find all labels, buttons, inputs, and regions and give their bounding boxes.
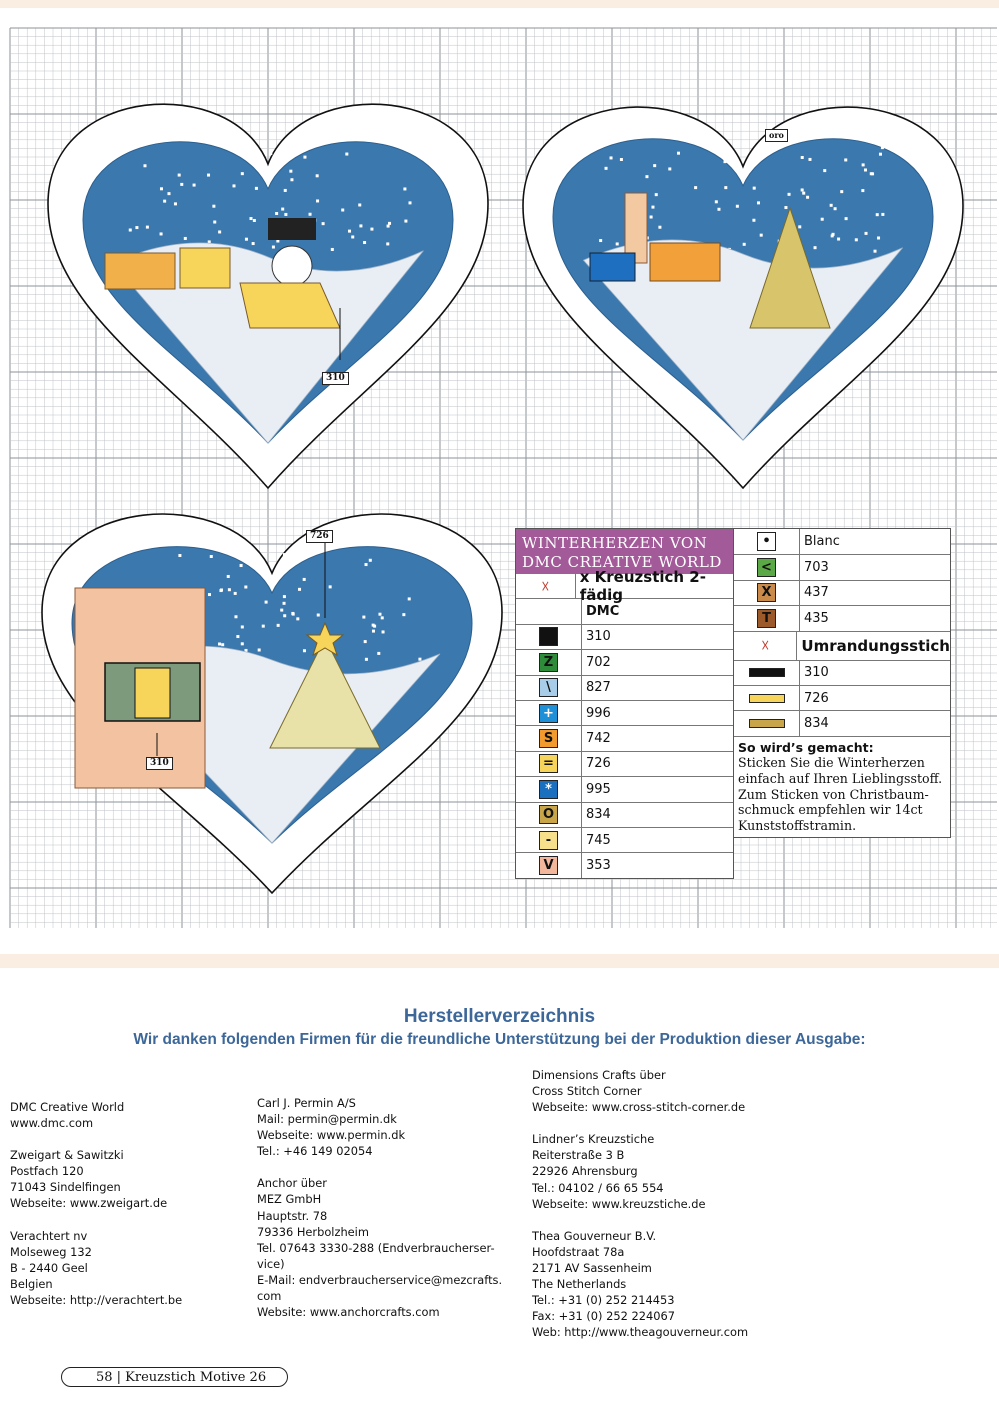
entry-line: 79336 Herbolzheim: [257, 1224, 369, 1239]
dmc-code: 745: [586, 832, 611, 848]
entry-line: Tel.: +46 149 02054: [257, 1144, 373, 1159]
legend-right-table: [733, 528, 951, 838]
company-entry: [257, 1095, 517, 1159]
top-band: [0, 0, 999, 8]
entry-line: com: [257, 1289, 282, 1304]
legend-title: [516, 529, 733, 573]
outline-line-icon: [749, 668, 785, 677]
color-swatch-icon: -: [539, 831, 558, 850]
entry-line: Tel.: +31 (0) 252 214453: [532, 1293, 675, 1308]
dmc-code: 995: [586, 781, 611, 797]
entry-line: DMC Creative World: [10, 1100, 125, 1114]
directory-title: Herstellerverzeichnis: [403, 1006, 596, 1027]
dmc-code: Blanc: [804, 534, 840, 550]
divider-band: [0, 954, 999, 968]
legend-right-row: [734, 554, 950, 579]
callout-310-snowman: 310: [322, 372, 349, 385]
legend-left-row: [516, 675, 733, 700]
directory-column-1: [10, 1099, 240, 1324]
swatch-cell: [516, 625, 582, 649]
page-footer: 58 | Kreuzstich Motive 26: [61, 1367, 288, 1387]
dmc-code: 996: [586, 705, 611, 721]
dmc-code: 437: [804, 585, 829, 601]
legend-right-row: [734, 605, 950, 630]
entry-line: Verachtert nv: [10, 1228, 88, 1243]
entry-line: Zweigart & Sawitzki: [10, 1148, 124, 1163]
outline-row: [734, 685, 950, 710]
outline-label: Umrandungsstich: [801, 636, 950, 655]
callout-310-window: 310: [146, 757, 173, 770]
company-entry: [257, 1175, 517, 1320]
dmc-label: DMC: [586, 604, 620, 620]
color-swatch-icon: S: [539, 729, 558, 748]
howto-line: Sticken Sie die Winterherzen: [738, 755, 925, 771]
entry-line: Carl J. Permin A/S: [257, 1096, 356, 1110]
dmc-code: 726: [586, 756, 611, 772]
legend-left-row: [516, 852, 733, 877]
legend-left-row: [516, 624, 733, 649]
company-entry: [10, 1147, 240, 1211]
howto-line: Zum Sticken von Christbaum-: [738, 786, 929, 802]
howto-text: [738, 755, 946, 833]
entry-line: Hauptstr. 78: [257, 1208, 328, 1223]
color-swatch-icon: T: [757, 609, 776, 628]
swatch-cell: [516, 853, 582, 877]
swatch-cell: [734, 529, 800, 554]
entry-line: Molseweg 132: [10, 1244, 92, 1259]
outline-row: [734, 660, 950, 685]
legend-right-row: [734, 580, 950, 605]
legend-left-row: [516, 802, 733, 827]
company-entry: [532, 1228, 812, 1341]
howto-title: So wird’s gemacht:: [738, 739, 874, 755]
legend-right-row: [734, 529, 950, 554]
dmc-code: 834: [804, 716, 829, 732]
dmc-code: 827: [586, 680, 611, 696]
directory-column-3: [532, 1067, 812, 1356]
company-entry: [10, 1099, 240, 1131]
entry-line: Cross Stitch Corner: [532, 1084, 642, 1099]
legend-left-row: [516, 649, 733, 674]
kreuzstich-label: x Kreuzstich 2-fädig: [579, 568, 706, 605]
color-swatch-icon: =: [539, 754, 558, 773]
howto-line: Kunststoffstramin.: [738, 817, 857, 833]
legend-left-table: [515, 528, 734, 879]
dmc-code: 353: [586, 857, 611, 873]
color-swatch-icon: V: [539, 856, 558, 875]
entry-line: Dimensions Crafts über: [532, 1068, 666, 1082]
dmc-code: 726: [804, 690, 829, 706]
color-swatch-icon: <: [757, 558, 776, 577]
swatch-cell: [734, 606, 800, 630]
swatch-cell: [516, 650, 582, 674]
entry-line: 2171 AV Sassenheim: [532, 1260, 652, 1275]
outline-line-icon: [749, 719, 785, 728]
outline-rows: [734, 660, 950, 736]
left-rows: [516, 624, 733, 878]
entry-line: 71043 Sindelfingen: [10, 1180, 121, 1195]
dmc-code: 703: [804, 560, 829, 576]
swatch-cell: [516, 752, 582, 776]
right-rows: [734, 529, 950, 631]
color-swatch-icon: O: [539, 805, 558, 824]
dmc-code: 310: [804, 665, 829, 681]
empty-cell: [516, 599, 582, 623]
entry-line: Mail: permin@permin.dk: [257, 1112, 397, 1127]
company-entry: [10, 1228, 240, 1308]
dmc-code: 310: [586, 629, 611, 645]
kreuzstich-header: [516, 568, 733, 605]
legend-left-row: [516, 725, 733, 750]
entry-line: 22926 Ahrensburg: [532, 1164, 638, 1179]
entry-line: Hoofdstraat 78a: [532, 1244, 625, 1259]
entry-line: Webseite: www.kreuzstiche.de: [532, 1196, 706, 1211]
swatch-cell: [516, 828, 582, 852]
swatch-cell: [516, 676, 582, 700]
dmc-code: 742: [586, 731, 611, 747]
callout-oro: oro: [765, 129, 788, 142]
legend-title-line1: WINTERHERZEN VON: [522, 534, 708, 552]
legend-left-row: [516, 776, 733, 801]
entry-line: vice): [257, 1256, 285, 1271]
entry-line: www.dmc.com: [10, 1116, 94, 1131]
cross-icon: ☓: [734, 632, 797, 660]
color-swatch-icon: \: [539, 678, 558, 697]
dmc-code: 834: [586, 807, 611, 823]
howto-box: [734, 736, 950, 838]
legend-left-row: [516, 700, 733, 725]
dmc-code: 702: [586, 654, 611, 670]
swatch-cell: [516, 726, 582, 750]
outline-header: [734, 631, 950, 660]
entry-line: Lindner’s Kreuzstiche: [532, 1132, 655, 1147]
outline-swatch-cell: [734, 711, 800, 735]
color-swatch-icon: •: [757, 532, 776, 551]
color-swatch-icon: X: [757, 583, 776, 602]
swatch-cell: [734, 581, 800, 605]
dmc-code: 435: [804, 610, 829, 626]
entry-line: Webseite: www.permin.dk: [257, 1128, 406, 1143]
howto-line: schmuck empfehlen wir 14ct: [738, 802, 923, 818]
entry-line: Webseite: www.zweigart.de: [10, 1196, 168, 1211]
entry-line: E-Mail: endverbraucherservice@mezcrafts.: [257, 1272, 503, 1287]
entry-line: The Netherlands: [532, 1277, 627, 1292]
color-swatch-icon: Z: [539, 653, 558, 672]
entry-line: Postfach 120: [10, 1164, 84, 1179]
entry-line: MEZ GmbH: [257, 1192, 322, 1207]
outline-swatch-cell: [734, 686, 800, 710]
howto-line: einfach auf Ihren Lieblingsstoff.: [738, 770, 943, 786]
outline-line-icon: [749, 694, 785, 703]
entry-line: Web: http://www.theagouverneur.com: [532, 1325, 749, 1340]
entry-line: Belgien: [10, 1276, 53, 1291]
swatch-cell: [734, 555, 800, 579]
legend-left-row: [516, 751, 733, 776]
outline-swatch-cell: [734, 661, 800, 685]
color-swatch-icon: *: [539, 780, 558, 799]
entry-line: Tel.: 04102 / 66 65 554: [532, 1180, 664, 1195]
entry-line: B - 2440 Geel: [10, 1260, 88, 1275]
entry-line: Fax: +31 (0) 252 224067: [532, 1309, 675, 1324]
directory-column-2: [257, 1095, 517, 1336]
entry-line: Reiterstraße 3 B: [532, 1148, 625, 1163]
entry-line: Webseite: www.cross-stitch-corner.de: [532, 1100, 746, 1115]
entry-line: Tel. 07643 3330-288 (Endverbraucherser-: [257, 1240, 495, 1255]
color-swatch-icon: [539, 627, 558, 646]
callout-726-star: 726: [306, 530, 333, 543]
manufacturer-directory: [0, 968, 999, 1412]
swatch-cell: [516, 701, 582, 725]
swatch-cell: [516, 803, 582, 827]
entry-line: Thea Gouverneur B.V.: [532, 1228, 657, 1243]
entry-line: Website: www.anchorcrafts.com: [257, 1305, 440, 1320]
swatch-cell: [516, 777, 582, 801]
legend-left-row: [516, 827, 733, 852]
company-entry: [532, 1131, 812, 1211]
entry-line: Webseite: http://verachtert.be: [10, 1292, 183, 1307]
directory-subtitle: Wir danken folgenden Firmen für die freundliche Unterstützung bei der Produktion dieser Ausgabe:: [133, 1031, 866, 1048]
cross-stitch-chart: [0, 8, 999, 954]
company-entry: [532, 1067, 812, 1115]
entry-line: Anchor über: [257, 1176, 327, 1191]
outline-row: [734, 710, 950, 735]
cross-icon: ☓: [516, 574, 576, 598]
color-swatch-icon: +: [539, 704, 558, 723]
legend-title-line2: DMC CREATIVE WORLD: [522, 553, 722, 571]
